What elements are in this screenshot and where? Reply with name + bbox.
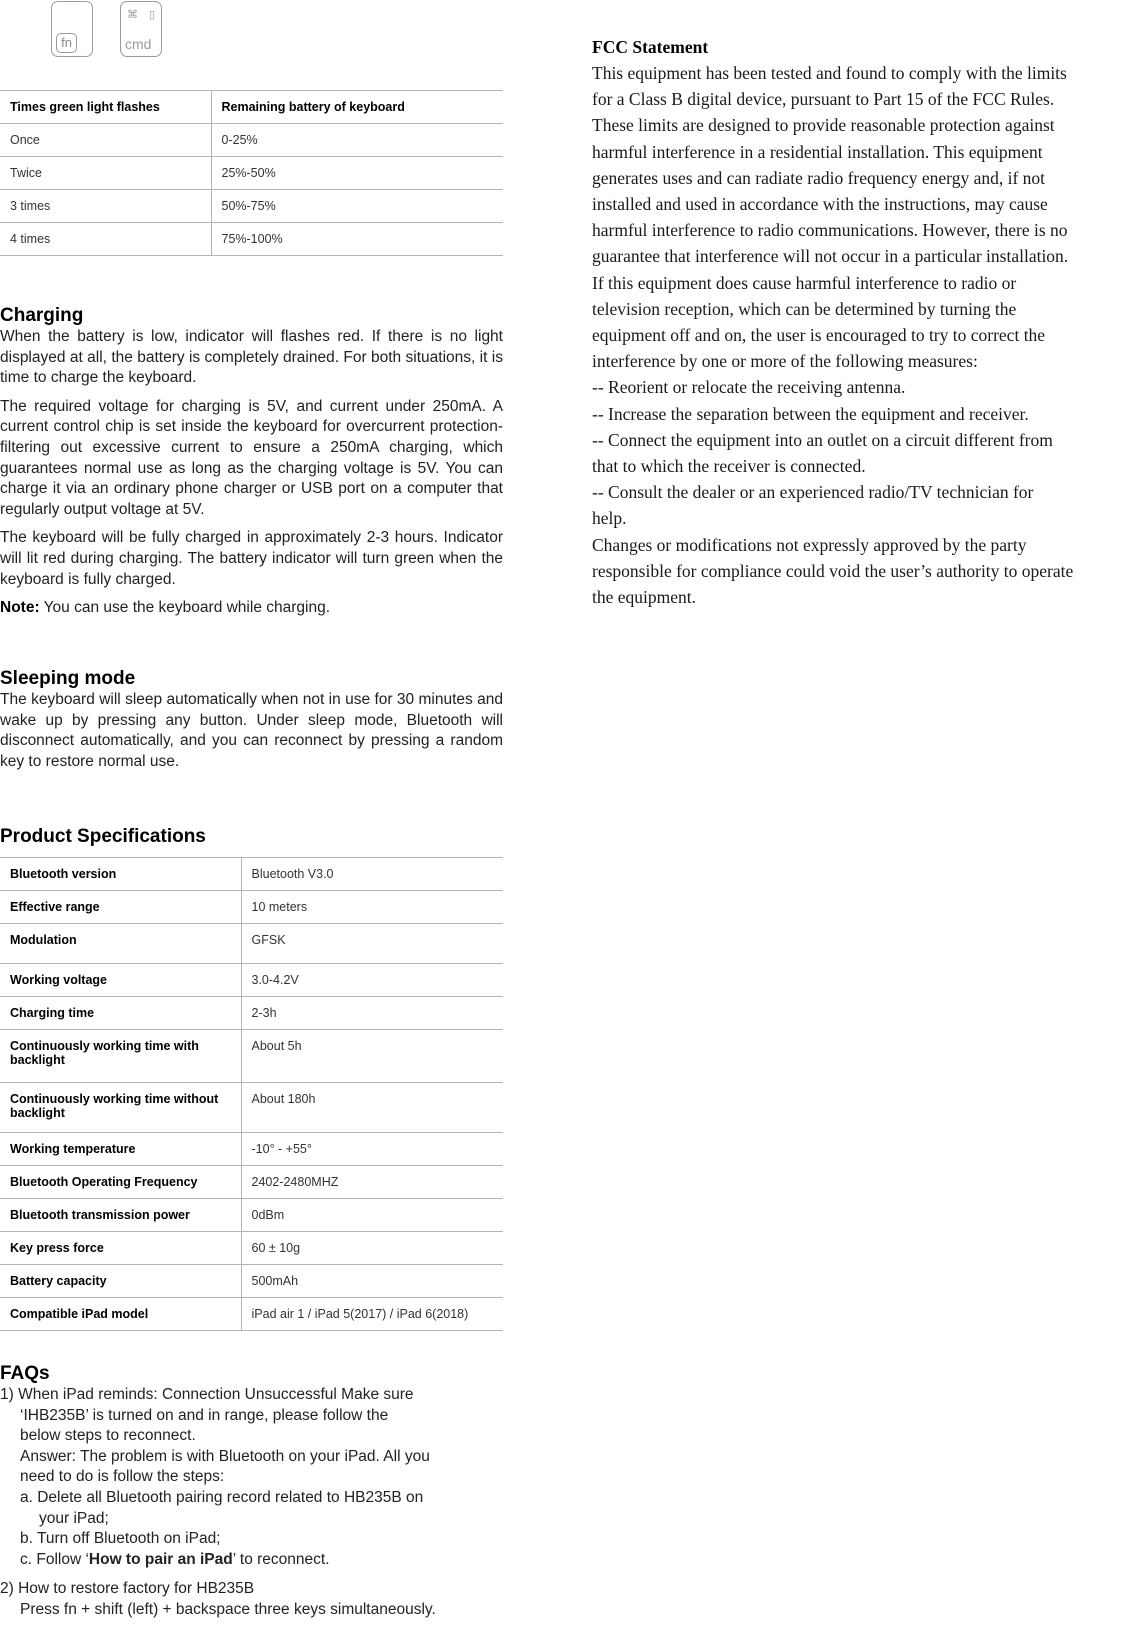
fcc-line: This equipment has been tested and found to comply with the limits [592, 63, 1067, 83]
fcc-line: If this equipment does cause harmful interference to radio or [592, 272, 1017, 293]
table-cell: 3 times [0, 190, 211, 223]
table-cell: 50%-75% [211, 190, 503, 223]
spec-label: Effective range [0, 891, 241, 924]
spec-value: 3.0-4.2V [241, 964, 503, 997]
fcc-line: responsible for compliance could void the user’s authority to operate [592, 560, 1074, 581]
table-cell: Twice [0, 157, 211, 190]
table-cell: Once [0, 124, 211, 157]
table-row [0, 1298, 503, 1331]
key-illustrations [0, 0, 503, 62]
spec-label: Charging time [0, 997, 241, 1030]
spec-label: Battery capacity [0, 1265, 241, 1298]
spec-value: About 180h [241, 1083, 503, 1133]
table-row [0, 997, 503, 1030]
fcc-line: help. [592, 508, 627, 529]
fcc-line: the equipment. [592, 587, 697, 608]
spec-label: Working voltage [0, 964, 241, 997]
fcc-line: that to which the receiver is connected. [592, 456, 866, 477]
section-heading: FAQs [0, 1363, 50, 1384]
fcc-line: generates uses and can radiate radio frequency energy and, if not [592, 167, 1046, 188]
spec-value: 2402-2480MHZ [241, 1166, 503, 1199]
table-header-row [0, 91, 503, 124]
table-row [0, 124, 503, 157]
paragraph: The required voltage for charging is 5V, and current under 250mA. A current control chip is set inside the keyboard for overcurrent protection- filtering out excessive current to ensure a 250mA charging, which guarantees normal use as long as the charging voltage is 5V. You can charge it via an ordinary phone charger or USB port on a computer that regularly output voltage at 5V. [0, 397, 503, 518]
table-row [0, 924, 503, 964]
section-heading: Sleeping mode [0, 668, 136, 689]
fcc-line: harmful interference to radio communications. However, there is no [592, 220, 1068, 241]
sleeping-mode-section [0, 668, 503, 772]
fcc-line: Changes or modifications not expressly approved by the party [592, 534, 1027, 555]
spec-value: iPad air 1 / iPad 5(2017) / iPad 6(2018) [241, 1298, 503, 1331]
fn-key-icon [51, 1, 93, 57]
faq-line: b. Turn off Bluetooth on iPad; [20, 1530, 221, 1548]
table-row [0, 1232, 503, 1265]
table-row [0, 1083, 503, 1133]
paragraph: The keyboard will sleep automatically when not in use for 30 minutes and wake up by pressing any button. Under sleep mode, Bluetooth will disconnect automatically, and you can reconnect by pressing a random key to restore normal use. [0, 691, 503, 770]
table-cell: 75%-100% [211, 223, 503, 256]
spec-value: 2-3h [241, 997, 503, 1030]
faq-line: Answer: The problem is with Bluetooth on your iPad. All you [20, 1447, 430, 1465]
table-row [0, 858, 503, 891]
table-row [0, 190, 503, 223]
fcc-line: -- Reorient or relocate the receiving antenna. [592, 377, 906, 398]
faq-line: a. Delete all Bluetooth pairing record related to HB235B on [20, 1488, 424, 1506]
table-row [0, 1199, 503, 1232]
faq-line: ‘IHB235B’ is turned on and in range, please follow the [20, 1406, 389, 1424]
faq-text: ’ to reconnect. [232, 1550, 330, 1568]
fn-key-label: fn [56, 33, 77, 53]
fcc-line: equipment off and on, the user is encouraged to try to correct the [592, 325, 1046, 346]
note-label: Note: [0, 599, 40, 617]
spec-label: Continuously working time without backlight [0, 1083, 241, 1133]
fcc-line: -- Increase the separation between the equipment and receiver. [592, 403, 1029, 424]
spec-value: 500mAh [241, 1265, 503, 1298]
fcc-line: television reception, which can be determined by turning the [592, 298, 1017, 319]
faq-bold-link-text: How to pair an iPad [88, 1550, 233, 1568]
section-heading: Charging [0, 305, 84, 326]
table-cell: 4 times [0, 223, 211, 256]
table-row [0, 1030, 503, 1083]
faq-line: your iPad; [39, 1509, 109, 1527]
faq-line: Press fn + shift (left) + backspace three keys simultaneously. [20, 1600, 436, 1618]
note-paragraph [0, 598, 503, 619]
spec-value: 0dBm [241, 1199, 503, 1232]
spec-label: Bluetooth Operating Frequency [0, 1166, 241, 1199]
product-specs-table [0, 857, 503, 1331]
fcc-statement-section [592, 34, 1144, 610]
faq-line: 2) How to restore factory for HB235B [0, 1580, 255, 1598]
fcc-line: -- Consult the dealer or an experienced radio/TV technician for [592, 482, 1034, 503]
paragraph: The keyboard will be fully charged in approximately 2-3 hours. Indicator will lit red during charging. The battery indicator will turn green when the keyboard is fully charged. [0, 529, 503, 588]
fcc-line: guarantee that interference will not occur in a particular installation. [592, 246, 1069, 267]
faq-text: c. Follow ‘ [20, 1550, 89, 1568]
fcc-line: -- Connect the equipment into an outlet on a circuit different from [592, 429, 1053, 450]
fcc-line: for a Class B digital device, pursuant to Part 15 of the FCC Rules. [592, 89, 1055, 110]
spec-label: Bluetooth transmission power [0, 1199, 241, 1232]
cmd-key-icon [120, 1, 162, 57]
cmd-key-label: cmd [125, 36, 152, 52]
battery-level-table [0, 90, 503, 256]
paragraph: When the battery is low, indicator will flashes red. If there is no light displayed at all, the battery is completely drained. For both situations, it is time to charge the keyboard. [0, 328, 503, 387]
table-header-cell: Remaining battery of keyboard [211, 91, 503, 124]
faq-line [0, 1550, 503, 1571]
table-cell: 0-25% [211, 124, 503, 157]
table-row [0, 1265, 503, 1298]
table-row [0, 157, 503, 190]
spec-label: Bluetooth version [0, 858, 241, 891]
spec-label: Compatible iPad model [0, 1298, 241, 1331]
table-row [0, 223, 503, 256]
table-cell: 25%-50% [211, 157, 503, 190]
spec-value: GFSK [241, 924, 503, 964]
fcc-line: These limits are designed to provide reasonable protection against [592, 115, 1055, 136]
faq-line: need to do is follow the steps: [20, 1468, 225, 1486]
spec-label: Continuously working time with backlight [0, 1030, 241, 1083]
spec-value: -10° - +55° [241, 1133, 503, 1166]
fcc-line: interference by one or more of the following measures: [592, 351, 978, 372]
charging-section [0, 305, 503, 619]
fcc-line: installed and used in accordance with the instructions, may cause [592, 194, 1048, 215]
faq-line: 1) When iPad reminds: Connection Unsuccessful Make sure [0, 1386, 414, 1403]
spec-label: Working temperature [0, 1133, 241, 1166]
fcc-line: harmful interference in a residential installation. This equipment [592, 141, 1043, 162]
table-header-cell: Times green light flashes [0, 91, 211, 124]
fcc-heading: FCC Statement [592, 37, 709, 57]
spec-value: 10 meters [241, 891, 503, 924]
spec-value: 60 ± 10g [241, 1232, 503, 1265]
spec-label: Modulation [0, 924, 241, 964]
note-text: You can use the keyboard while charging. [39, 599, 331, 617]
cmd-symbols: ⌘ ▯ [127, 9, 160, 21]
spec-label: Key press force [0, 1232, 241, 1265]
spec-value: About 5h [241, 1030, 503, 1083]
spec-value: Bluetooth V3.0 [241, 858, 503, 891]
section-heading: Product Specifications [0, 826, 206, 847]
left-column [0, 0, 503, 1618]
faq-line: below steps to reconnect. [20, 1427, 196, 1445]
table-row [0, 1166, 503, 1199]
faqs-section [0, 1363, 503, 1621]
table-row [0, 964, 503, 997]
table-row [0, 1133, 503, 1166]
table-row [0, 891, 503, 924]
